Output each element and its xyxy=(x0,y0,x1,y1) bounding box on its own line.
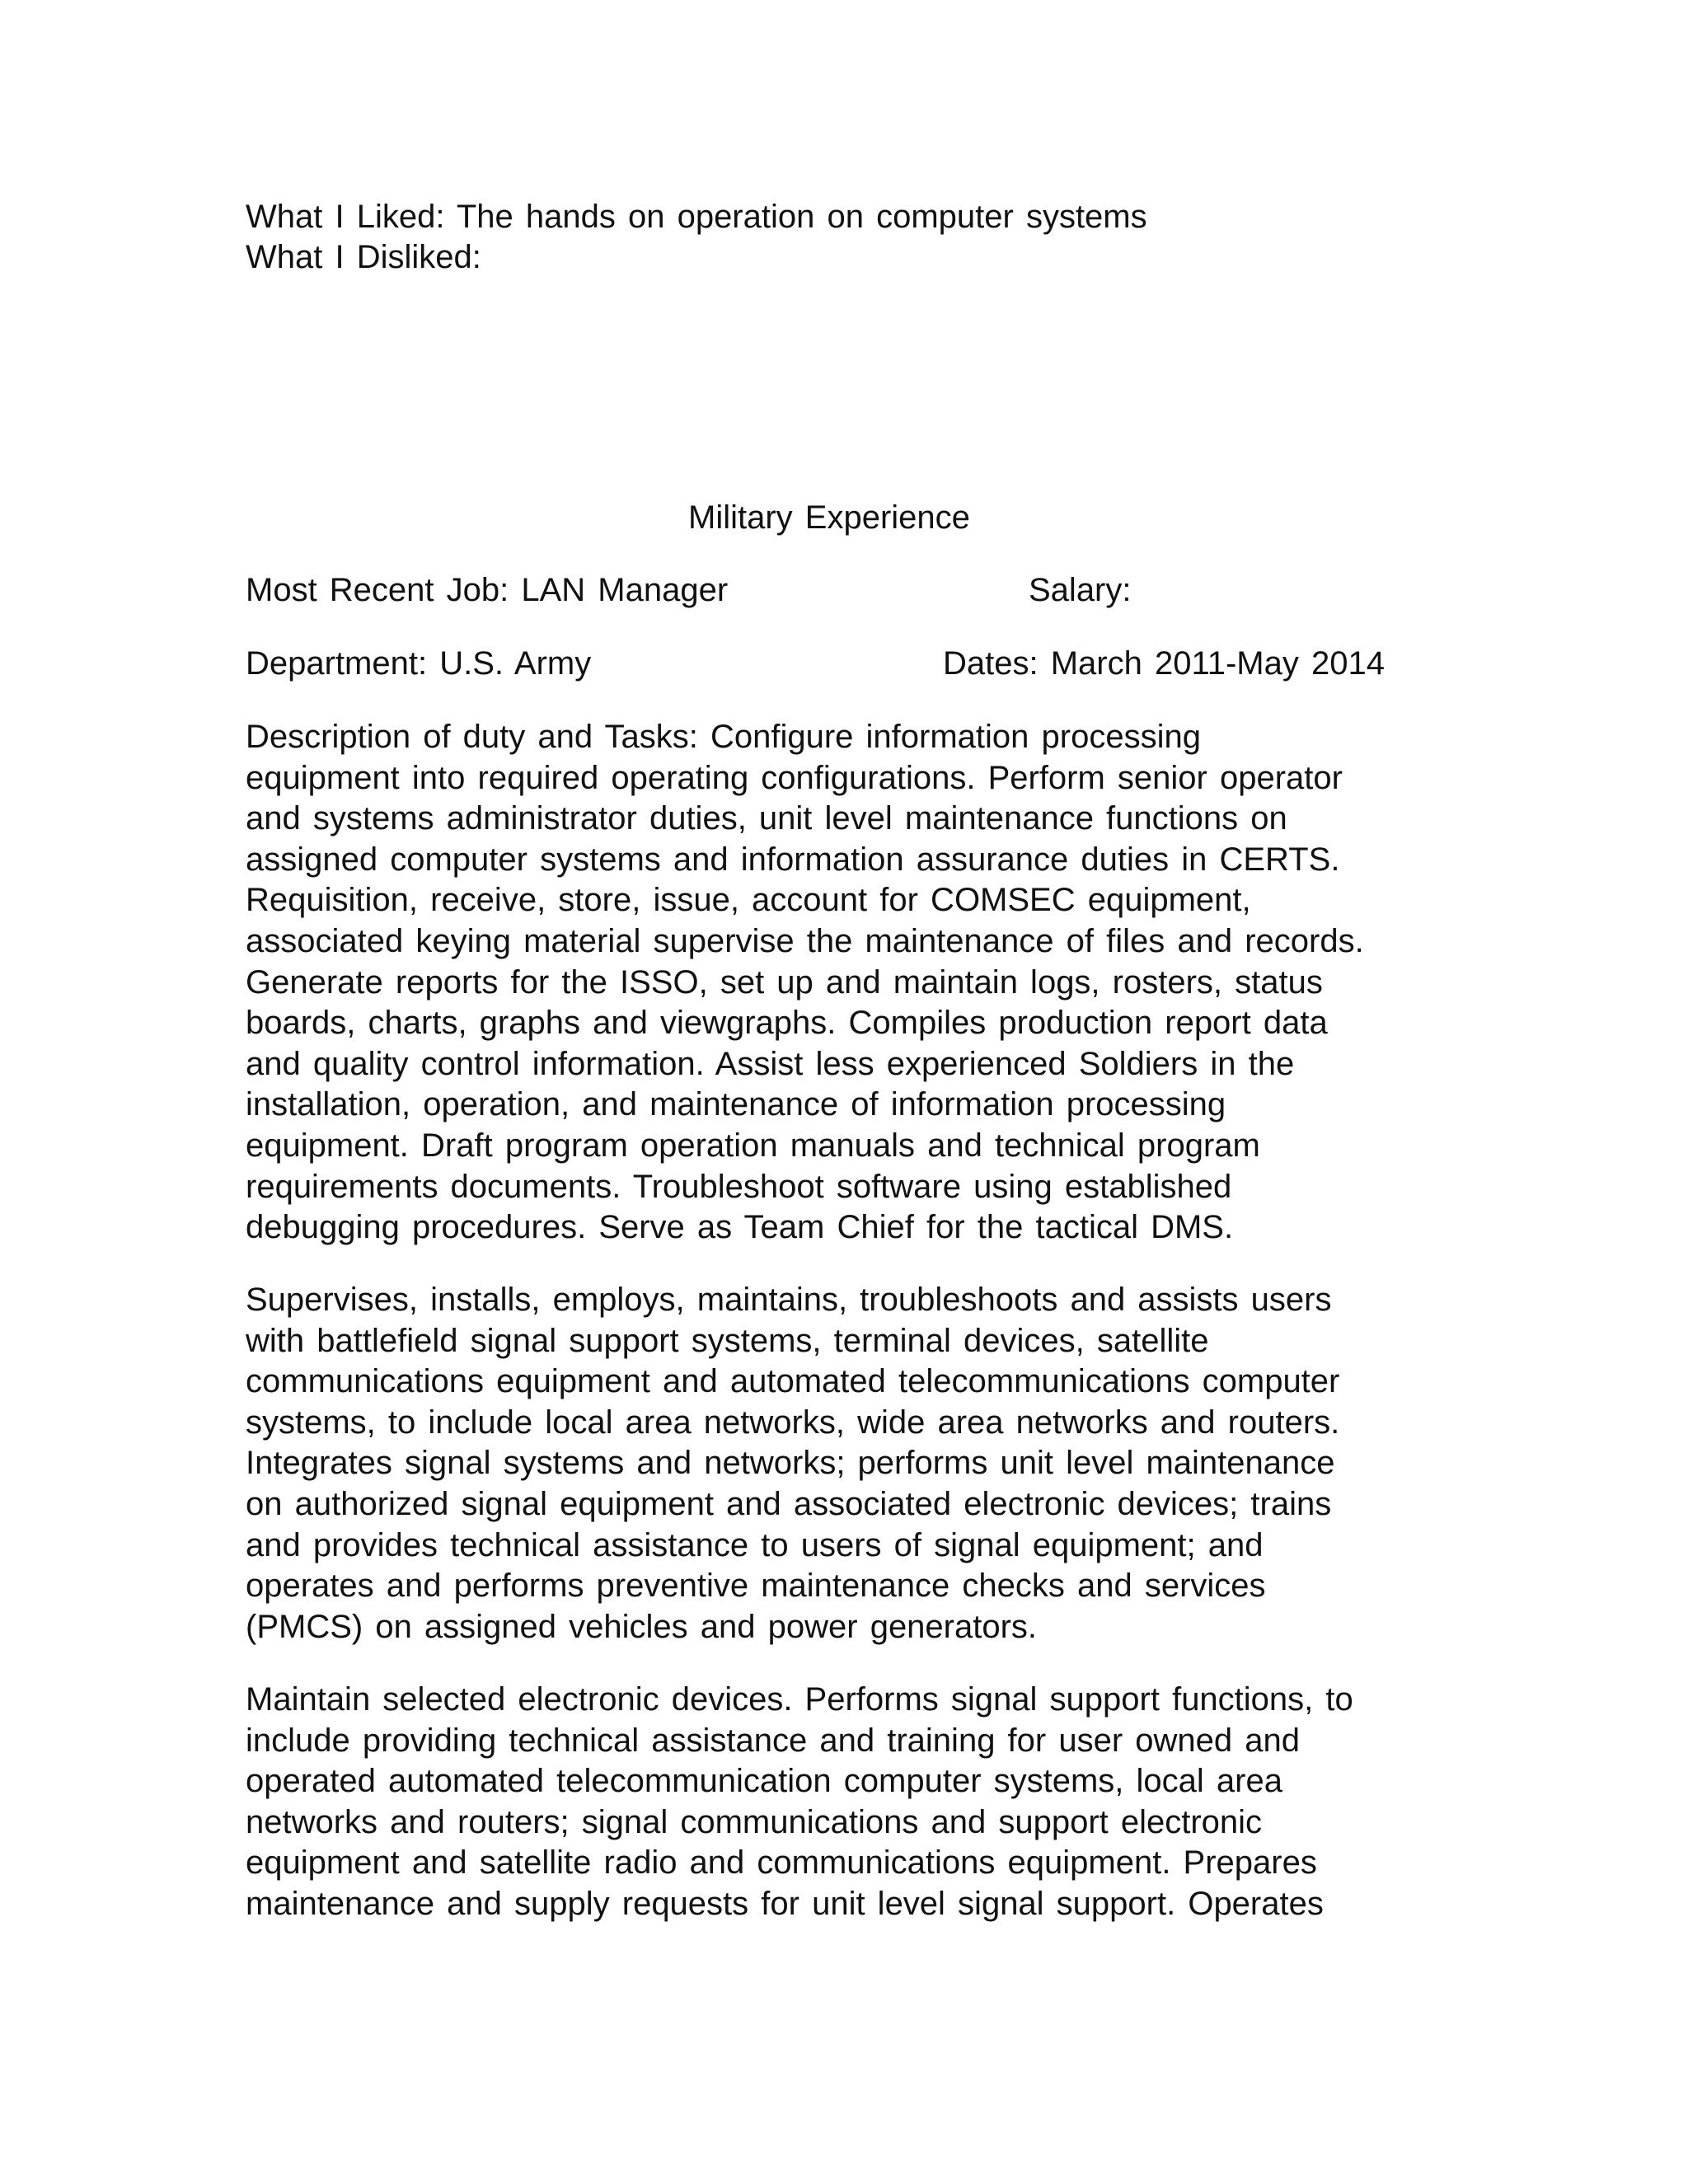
paragraph-line: associated keying material supervise the maintenance of files and records. xyxy=(246,922,1364,959)
paragraph-line: Generate reports for the ISSO, set up and maintain logs, rosters, status xyxy=(246,963,1323,1001)
paragraph-line: debugging procedures. Serve as Team Chief for the tactical DMS. xyxy=(246,1209,1234,1246)
what-i-liked-line: What I Liked: The hands on operation on computer systems xyxy=(246,199,1147,235)
paragraph-line: and provides technical assistance to users of signal equipment; and xyxy=(246,1526,1264,1563)
paragraph-line: equipment. Draft program operation manuals and technical program xyxy=(246,1127,1260,1164)
most-recent-job: Most Recent Job: LAN Manager xyxy=(246,572,729,608)
paragraph-line: Integrates signal systems and networks; performs unit level maintenance xyxy=(246,1445,1335,1482)
paragraph-line: Supervises, installs, employs, maintains, troubleshoots and assists users xyxy=(246,1282,1332,1318)
department: Department: U.S. Army xyxy=(246,645,592,682)
paragraph-line: and systems administrator duties, unit level maintenance functions on xyxy=(246,800,1287,837)
paragraph-line: Maintain selected electronic devices. Performs signal support functions, to xyxy=(246,1681,1353,1718)
paragraph-line: communications equipment and automated telecommunications computer xyxy=(246,1363,1340,1400)
paragraph-line: and quality control information. Assist less experienced Soldiers in the xyxy=(246,1045,1295,1082)
paragraph-line: include providing technical assistance and training for user owned and xyxy=(246,1722,1300,1759)
paragraph-line: (PMCS) on assigned vehicles and power generators. xyxy=(246,1608,1038,1645)
paragraph-line: installation, operation, and maintenance of information processing xyxy=(246,1086,1226,1123)
paragraph-line: on authorized signal equipment and associated electronic devices; trains xyxy=(246,1485,1332,1522)
signal-support-paragraph xyxy=(246,1280,1432,1647)
dates: Dates: March 2011-May 2014 xyxy=(943,645,1385,682)
paragraph-line: requirements documents. Troubleshoot software using established xyxy=(246,1168,1232,1205)
paragraph-line: assigned computer systems and information assurance duties in CERTS. xyxy=(246,841,1340,878)
paragraph-line: Description of duty and Tasks: Configure information processing xyxy=(246,719,1201,755)
paragraph-line: equipment and satellite radio and communications equipment. Prepares xyxy=(246,1844,1317,1882)
paragraph-line: equipment into required operating configurations. Perform senior operator xyxy=(246,759,1343,796)
paragraph-line: operates and performs preventive maintenance checks and services xyxy=(246,1568,1266,1605)
what-i-disliked-line: What I Disliked: xyxy=(246,239,481,275)
paragraph-line: systems, to include local area networks, wide area networks and routers. xyxy=(246,1404,1340,1441)
paragraph-line: Requisition, receive, store, issue, account for COMSEC equipment, xyxy=(246,882,1251,919)
section-title: Military Experience xyxy=(688,499,970,536)
duty-description-paragraph xyxy=(246,717,1432,1249)
paragraph-line: networks and routers; signal communications and support electronic xyxy=(246,1803,1263,1840)
paragraph-line: with battlefield signal support systems, terminal devices, satellite xyxy=(246,1322,1209,1359)
salary-label: Salary: xyxy=(1029,572,1132,608)
paragraph-line: operated automated telecommunication computer systems, local area xyxy=(246,1763,1282,1800)
paragraph-line: maintenance and supply requests for unit level signal support. Operates xyxy=(246,1885,1324,1922)
paragraph-line: boards, charts, graphs and viewgraphs. Compiles production report data xyxy=(246,1005,1328,1042)
electronic-devices-paragraph xyxy=(246,1680,1432,1925)
